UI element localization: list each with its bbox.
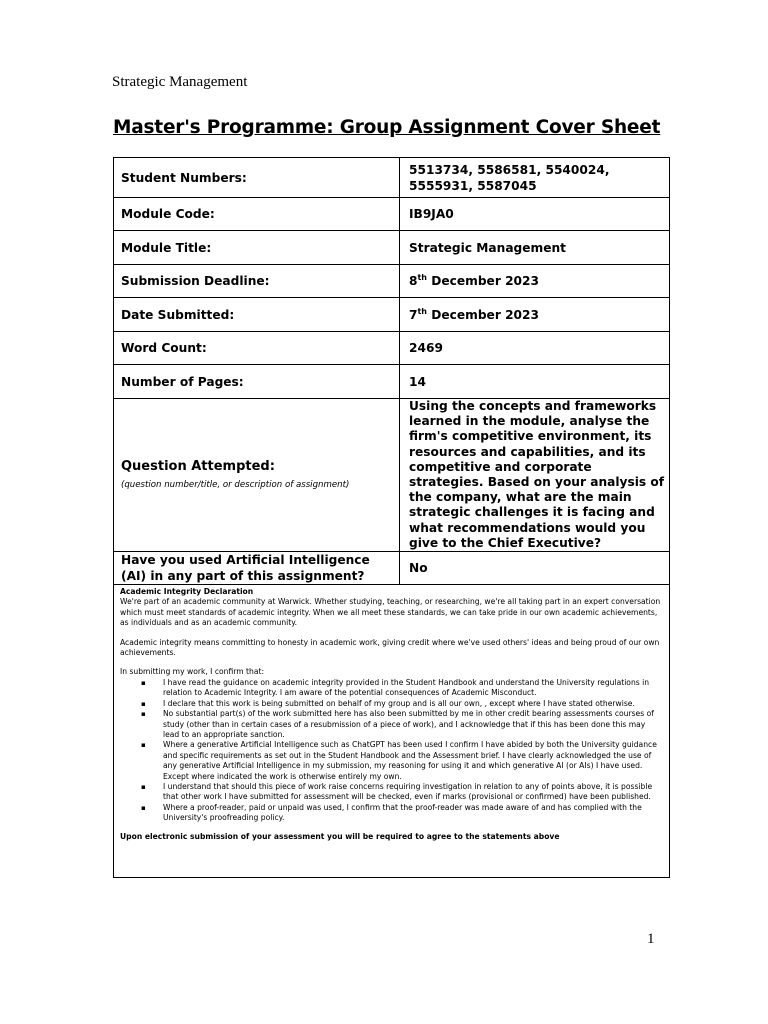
date-submitted-label: Date Submitted: — [114, 298, 400, 332]
declaration-item-text: Where a generative Artificial Intelligence such as ChatGPT has been used I confirm I have abided by both the University guidance and specific requirements as set out in the Student Handbook and the Assessment brief. I have clearly acknowledged the use of any generative Artificial Intelligence in my submission, my reasoning for using it and which generative AI (or AIs) I have used. Except where indicated the work is otherwise entirely my own. — [163, 740, 657, 781]
module-title-label: Module Title: — [114, 231, 400, 265]
bullet-icon: ▪ — [141, 699, 146, 708]
ai-used-value: No — [400, 552, 670, 585]
student-numbers-label: Student Numbers: — [114, 158, 400, 198]
question-attempted-cell — [114, 399, 400, 552]
cover-sheet-table — [113, 157, 670, 878]
table-row — [114, 585, 670, 878]
deadline-day: 8 — [409, 274, 418, 288]
list-item — [120, 803, 663, 824]
declaration-heading: Academic Integrity Declaration — [120, 587, 254, 597]
bullet-icon: ▪ — [141, 678, 146, 687]
table-row — [114, 552, 670, 585]
table-row — [114, 365, 670, 399]
table-row — [114, 231, 670, 265]
bullet-icon: ▪ — [141, 741, 146, 750]
table-row — [114, 332, 670, 365]
academic-integrity-declaration — [114, 585, 670, 878]
submitted-ordinal-suffix: th — [417, 306, 428, 316]
declaration-item-text: I have read the guidance on academic integrity provided in the Student Handbook and understand the University regulations in relation to Academic Integrity. I am aware of the potential consequences of Academic Misconduct. — [163, 677, 650, 698]
declaration-item-text: I understand that should this piece of work raise concerns requiring investigation in relation to any of points above, it is possible that other work I have submitted for assessment will be checked, even if marks (provisional or confirmed) have been published. — [163, 781, 653, 802]
module-code-label: Module Code: — [114, 198, 400, 231]
running-header: Strategic Management — [112, 74, 248, 90]
submitted-month-year: December 2023 — [427, 307, 539, 322]
declaration-item-text: I declare that this work is being submitted on behalf of my group and is all our own, , except where I have stated otherwise. — [163, 698, 635, 708]
declaration-footer: Upon electronic submission of your assessment you will be required to agree to the statements above — [120, 831, 560, 841]
question-attempted-sublabel: (question number/title, or description of assignment) — [121, 479, 350, 490]
ai-used-label: Have you used Artificial Intelligence (AI) in any part of this assignment? — [114, 552, 400, 585]
number-of-pages-value: 14 — [400, 365, 670, 399]
word-count-value: 2469 — [400, 332, 670, 365]
table-row — [114, 265, 670, 298]
bullet-icon: ▪ — [141, 782, 146, 791]
page-number: 1 — [647, 931, 655, 947]
list-item — [120, 740, 663, 782]
table-row — [114, 198, 670, 231]
bullet-icon: ▪ — [141, 803, 146, 812]
list-item — [120, 699, 663, 709]
word-count-label: Word Count: — [114, 332, 400, 365]
declaration-item-text: No substantial part(s) of the work submitted here has also been submitted by me in other credit bearing assessments courses of study (other than in certain cases of a resubmission of a piece of work), and I acknowledge that if this has been done this may lead to an appropriate sanction. — [163, 709, 654, 739]
table-row — [114, 158, 670, 198]
module-code-value: IB9JA0 — [400, 198, 670, 231]
list-item — [120, 709, 663, 740]
module-title-value: Strategic Management — [400, 231, 670, 265]
date-submitted-value — [400, 298, 670, 332]
bullet-icon: ▪ — [141, 710, 146, 719]
declaration-paragraph: We're part of an academic community at Warwick. Whether studying, teaching, or researching, we're all taking part in an expert conversation which must meet standards of academic integrity. When we all meet these standards, we can take pride in our own academic achievements, as individuals and as an academic community. — [120, 597, 661, 628]
document-title: Master's Programme: Group Assignment Cover Sheet — [113, 117, 661, 138]
submission-deadline-label: Submission Deadline: — [114, 265, 400, 298]
question-attempted-value: Using the concepts and frameworks learned in the module, analyse the firm's competitive environment, its resources and capabilities, and its competitive and corporate strategies. Based on your analysis of the company, what are the main strategic challenges it is facing and what recommendations would you give to the Chief Executive? — [400, 399, 670, 552]
table-row — [114, 399, 670, 552]
submission-deadline-value — [400, 265, 670, 298]
submitted-day: 7 — [409, 307, 418, 322]
declaration-item-text: Where a proof-reader, paid or unpaid was used, I confirm that the proof-reader was made aware of and has complied with the University's proofreading policy. — [163, 802, 642, 823]
deadline-ordinal-suffix: th — [417, 272, 428, 282]
table-row — [114, 298, 670, 332]
declaration-list — [120, 678, 663, 824]
deadline-month-year: December 2023 — [427, 274, 539, 288]
list-item — [120, 678, 663, 699]
student-numbers-value: 5513734, 5586581, 5540024, 5555931, 5587045 — [400, 158, 670, 198]
number-of-pages-label: Number of Pages: — [114, 365, 400, 399]
declaration-intro: In submitting my work, I confirm that: — [120, 667, 265, 677]
question-attempted-label: Question Attempted: — [121, 458, 275, 474]
list-item — [120, 782, 663, 803]
declaration-paragraph: Academic integrity means committing to honesty in academic work, giving credit where we've used others' ideas and being proud of our own achievements. — [120, 637, 660, 658]
